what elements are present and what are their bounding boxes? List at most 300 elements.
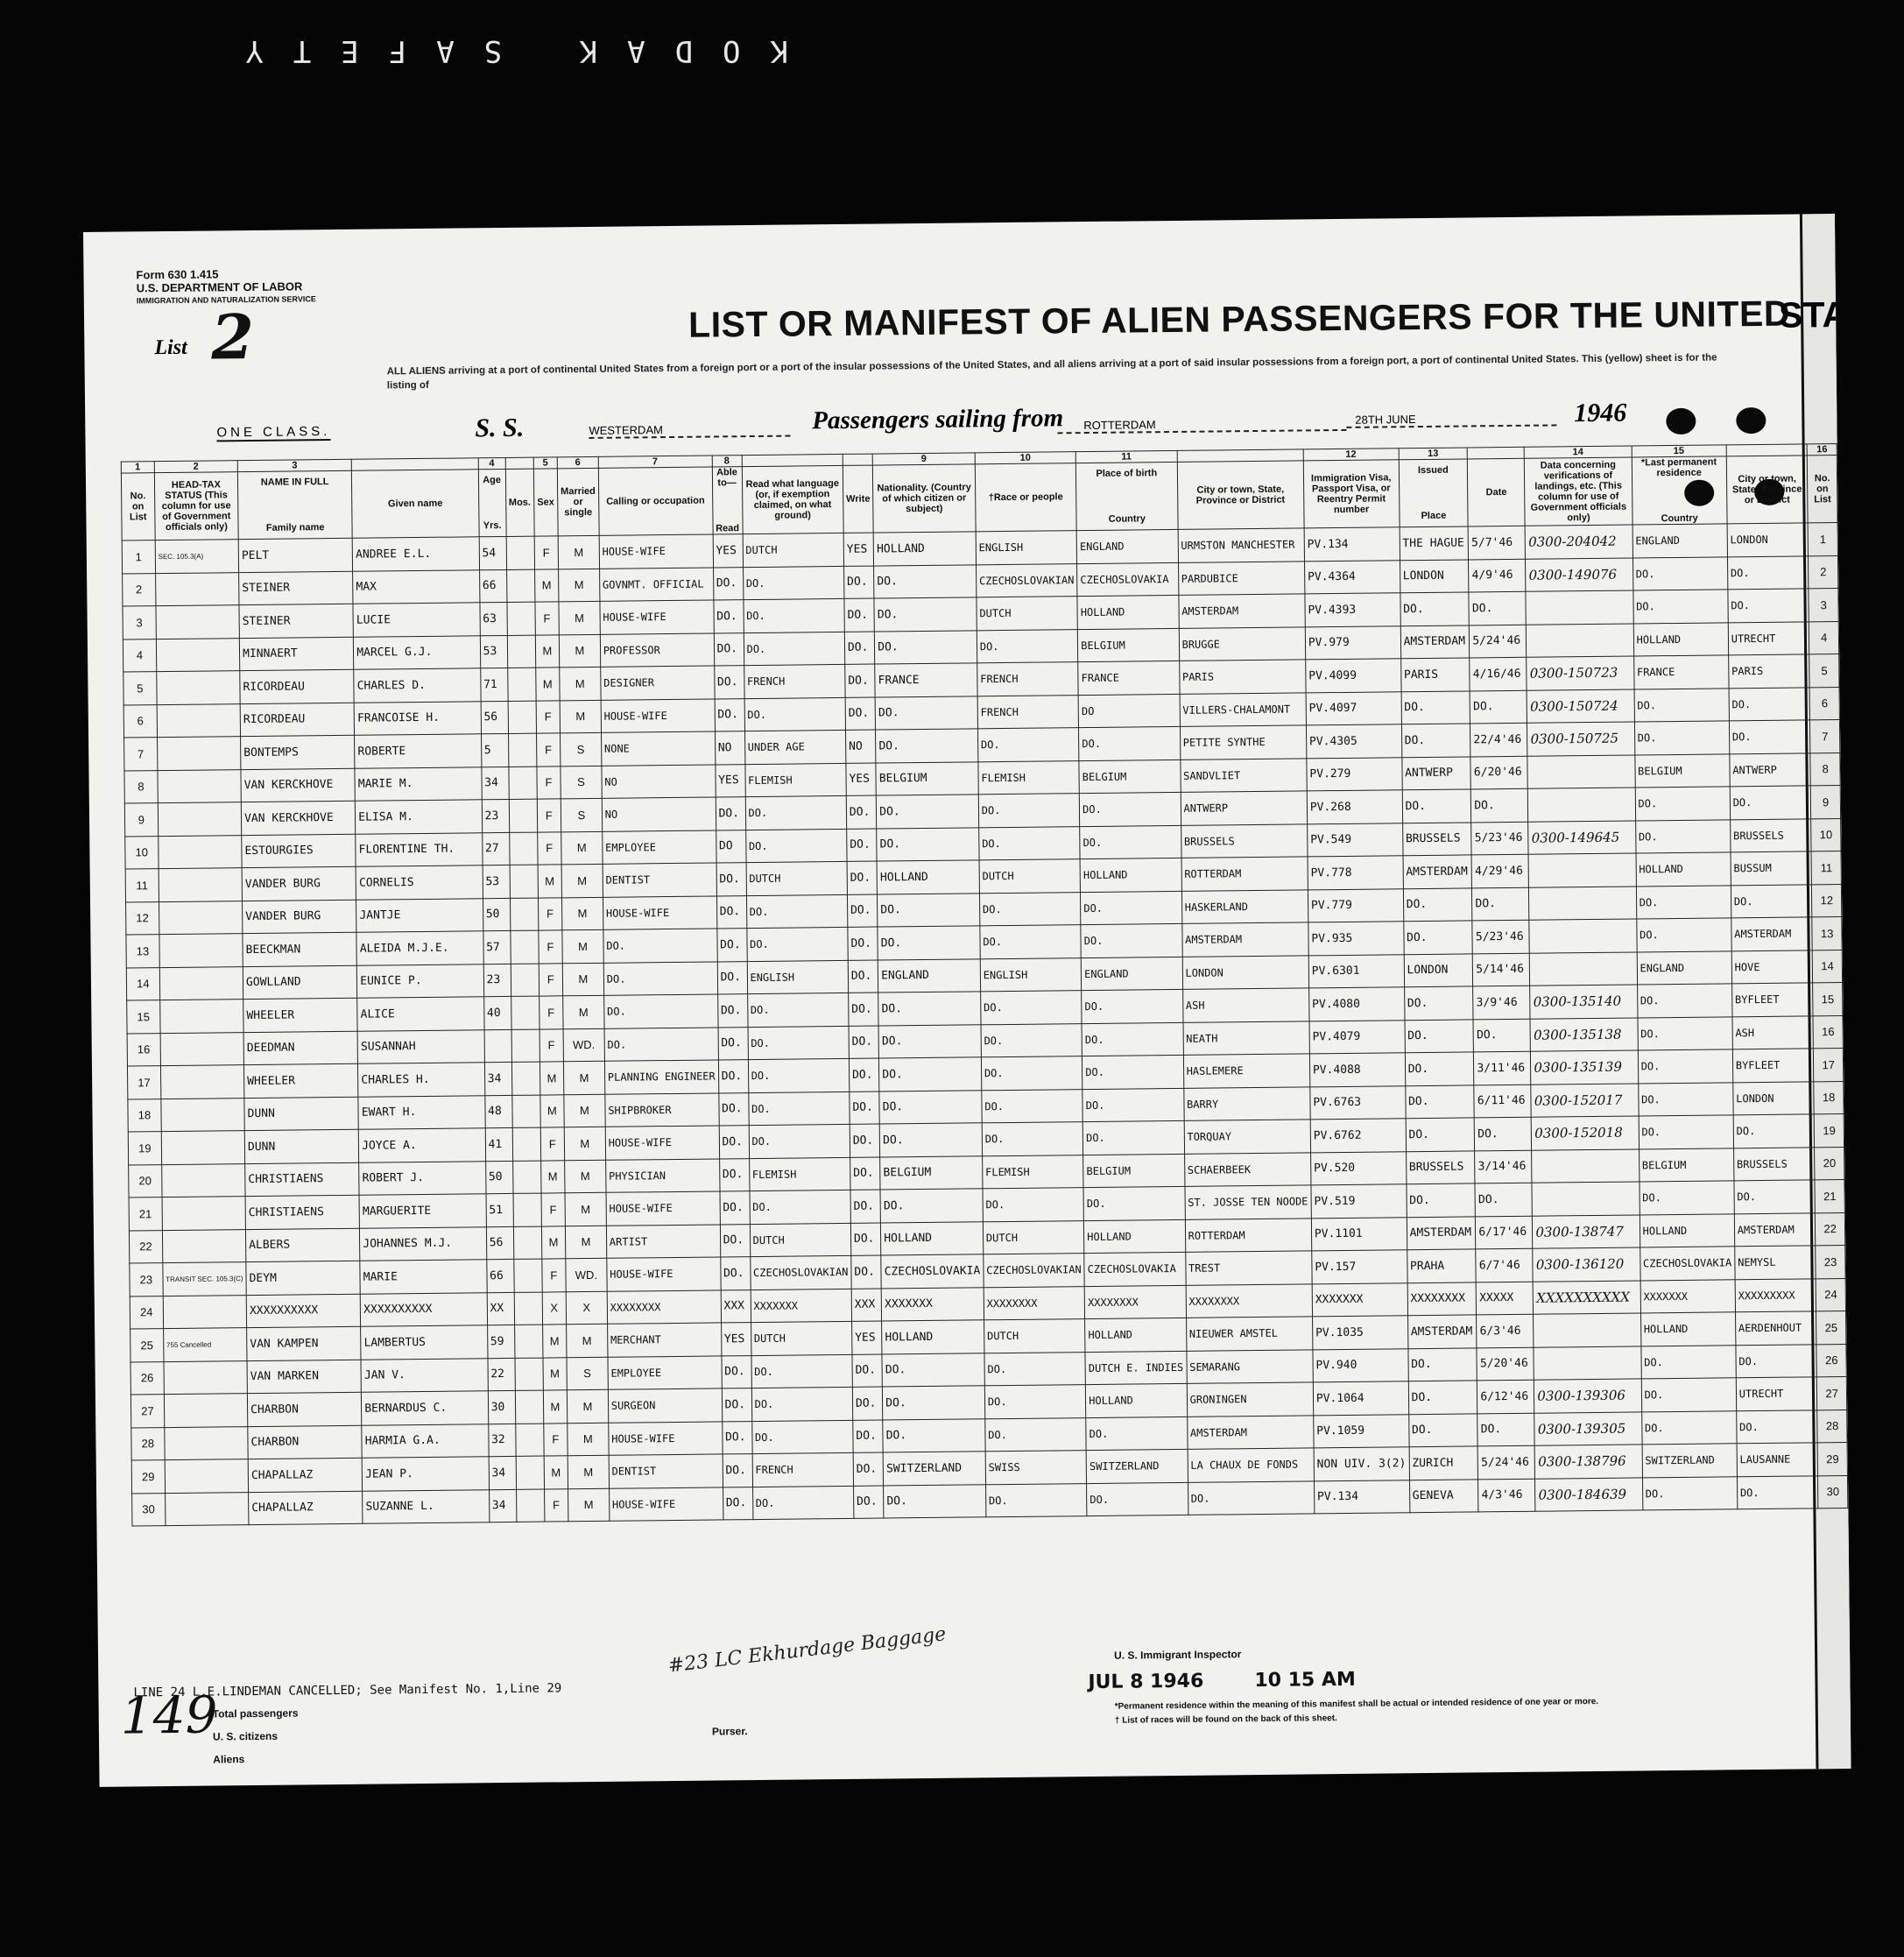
header-birth-country — [1075, 462, 1177, 530]
header-write: Write — [843, 465, 873, 533]
birth-country-cell: ENGLAND — [1076, 529, 1178, 563]
residence-city-cell: DO. — [1731, 884, 1812, 917]
read-cell: DO. — [719, 1158, 749, 1191]
birth-city-cell: NIEUWER AMSTEL — [1186, 1317, 1313, 1351]
issued-place-cell: XXXXXXXX — [1407, 1282, 1477, 1315]
verification-cell: 0300-135138 — [1530, 1017, 1638, 1051]
read-cell: DO. — [720, 1191, 750, 1225]
birth-country-cell: DO. — [1087, 1482, 1188, 1516]
read-language-cell: DUTCH — [751, 1321, 852, 1355]
nationality-cell: DO. — [878, 992, 981, 1026]
age-years-cell: 66 — [479, 569, 506, 603]
family-name-cell: VAN MARKEN — [247, 1360, 362, 1394]
issued-date-cell: 5/7'46 — [1468, 526, 1525, 559]
marital-cell: M — [565, 1160, 606, 1193]
visa-cell: PV.4080 — [1308, 987, 1404, 1021]
calling-cell: ARTIST — [606, 1224, 720, 1258]
read-language-cell: ENGLISH — [747, 960, 849, 994]
issued-date-cell: 6/11'46 — [1474, 1084, 1531, 1118]
write-cell: DO. — [849, 993, 879, 1026]
calling-cell: DO. — [604, 1027, 718, 1061]
verification-cell: 0300-135140 — [1530, 985, 1638, 1019]
age-months-cell — [514, 1292, 542, 1325]
row-number: 2 — [123, 573, 156, 606]
write-cell: DO. — [850, 1157, 881, 1190]
race-cell: DO. — [982, 1122, 1083, 1156]
birth-country-cell: HOLLAND — [1086, 1383, 1188, 1417]
given-name-cell: BERNARDUS C. — [362, 1391, 489, 1425]
read-language-cell: DO. — [750, 1190, 851, 1224]
given-name-cell: CHARLES D. — [354, 668, 481, 703]
age-years-cell: 41 — [485, 1127, 512, 1161]
sex-cell: M — [543, 1357, 568, 1390]
read-label: Read — [716, 523, 740, 534]
calling-cell: DESIGNER — [600, 666, 714, 700]
sex-cell: F — [536, 733, 561, 767]
header-age: Age — [483, 475, 502, 486]
head-tax-cell — [161, 1098, 245, 1131]
sex-cell: M — [540, 1094, 565, 1127]
issued-place-cell: DO. — [1405, 1052, 1474, 1085]
verification-cell: 0300-152017 — [1531, 1083, 1639, 1117]
sex-cell: F — [539, 1028, 564, 1062]
write-cell: DO. — [850, 1190, 881, 1223]
head-tax-cell — [159, 868, 243, 901]
verification-cell: 0300-150724 — [1527, 689, 1634, 723]
issued-place-cell: BRUSSELS — [1402, 822, 1471, 855]
race-cell: DO. — [983, 1188, 1084, 1222]
header-married: Married or single — [557, 468, 599, 535]
birth-city-cell: NEATH — [1183, 1021, 1310, 1055]
birth-country-label: Country — [1108, 513, 1146, 525]
head-tax-cell — [158, 769, 242, 802]
issued-date-cell: DO. — [1471, 788, 1528, 822]
nationality-cell: SWITZERLAND — [883, 1452, 985, 1486]
read-cell: DO. — [716, 863, 746, 896]
age-months-cell — [516, 1489, 544, 1523]
read-language-cell: FLEMISH — [749, 1157, 850, 1191]
handwritten-note-23: #23 LC Ekhurdage Baggage — [666, 1623, 948, 1678]
write-cell: XXX — [851, 1289, 882, 1322]
residence-city-cell: BUSSUM — [1731, 851, 1812, 885]
head-tax-cell — [157, 737, 241, 770]
verification-cell — [1528, 853, 1636, 887]
residence-city-cell: LAUSANNE — [1737, 1443, 1818, 1476]
header-age-years — [478, 469, 506, 536]
age-years-cell: 5 — [481, 733, 508, 767]
race-cell: CZECHOSLOVAKIAN — [976, 563, 1077, 597]
read-language-cell: CZECHOSLOVAKIAN — [750, 1255, 851, 1289]
age-years-cell — [484, 1029, 511, 1063]
column-number — [1726, 444, 1808, 456]
marital-cell: M — [561, 864, 603, 897]
residence-country-cell: CZECHOSLOVAKIA — [1640, 1247, 1735, 1281]
family-name-cell: XXXXXXXXXX — [246, 1294, 361, 1328]
calling-cell: HOUSE-WIFE — [605, 1126, 719, 1160]
given-name-cell: FRANCOISE H. — [354, 701, 481, 735]
stamp-date: JUL 8 1946 — [1088, 1670, 1204, 1694]
visa-cell: PV.779 — [1308, 888, 1403, 922]
row-number: 25 — [130, 1329, 164, 1362]
residence-country-cell: DO. — [1634, 688, 1730, 722]
issued-place-cell: PRAHA — [1407, 1249, 1476, 1282]
visa-cell: PV.268 — [1307, 790, 1402, 824]
issued-date-cell: DO. — [1477, 1413, 1534, 1446]
given-name-cell: SUSANNAH — [357, 1029, 484, 1063]
race-cell: DO. — [980, 925, 1082, 959]
birth-city-cell: SCHAERBEEK — [1184, 1152, 1311, 1186]
residence-city-cell: BYFLEET — [1732, 1049, 1814, 1082]
row-number-right: 10 — [1811, 818, 1841, 851]
years-label: Yrs. — [483, 520, 502, 532]
given-name-cell: MARGUERITE — [359, 1194, 486, 1228]
nationality-cell: DO. — [876, 729, 978, 763]
head-tax-cell — [156, 638, 240, 671]
row-number: 26 — [130, 1361, 164, 1395]
head-tax-cell — [158, 835, 242, 868]
row-number: 16 — [127, 1033, 160, 1066]
nationality-cell: HOLLAND — [873, 532, 976, 566]
issued-place-cell: DO. — [1408, 1381, 1477, 1414]
read-cell: DO. — [714, 600, 744, 633]
write-cell: DO. — [847, 894, 878, 928]
family-name-cell: VAN KAMPEN — [247, 1326, 362, 1360]
age-months-cell — [511, 1095, 539, 1128]
race-cell: CZECHOSLOVAKIAN — [984, 1254, 1085, 1288]
sex-cell: M — [535, 668, 560, 701]
visa-cell: PV.157 — [1312, 1250, 1407, 1284]
head-tax-cell — [161, 1131, 245, 1164]
issued-date-cell: 6/12'46 — [1477, 1380, 1534, 1413]
verification-cell: 0300-138796 — [1534, 1445, 1642, 1479]
given-name-cell: ANDREE E.L. — [352, 537, 479, 571]
issued-place-cell: GENEVA — [1409, 1479, 1478, 1512]
write-cell: DO. — [848, 960, 878, 993]
marital-cell: M — [560, 700, 601, 733]
age-years-cell: 59 — [487, 1325, 514, 1358]
issued-date-cell: 3/9'46 — [1473, 986, 1530, 1019]
residence-country-cell: DO. — [1639, 1115, 1734, 1149]
visa-cell: PV.6762 — [1310, 1119, 1406, 1153]
race-cell: DO. — [981, 1056, 1082, 1091]
issued-place-cell: DO. — [1406, 1118, 1475, 1151]
column-number: 4 — [478, 457, 505, 469]
sex-cell: M — [543, 1390, 568, 1424]
visa-cell: PV.4305 — [1306, 724, 1401, 759]
nationality-cell: DO. — [883, 1418, 985, 1452]
read-cell: DO. — [716, 895, 746, 929]
sex-cell: F — [535, 602, 560, 635]
row-number: 3 — [123, 606, 156, 639]
race-cell: DO. — [979, 892, 1081, 926]
issued-date-cell: 5/24'46 — [1477, 1445, 1534, 1479]
age-years-cell: 22 — [488, 1358, 515, 1391]
calling-cell: NONE — [601, 731, 715, 766]
family-name-cell: VAN KERCKHOVE — [241, 768, 356, 802]
nationality-cell: DO. — [884, 1484, 986, 1518]
family-name-cell: STEINER — [239, 571, 354, 605]
head-tax-cell — [164, 1394, 248, 1427]
family-name-cell: BEECKMAN — [243, 932, 357, 966]
sex-cell: M — [538, 865, 562, 898]
row-number: 7 — [124, 738, 158, 771]
marital-cell: S — [561, 798, 602, 831]
birth-country-cell: CZECHOSLOVAKIA — [1077, 562, 1179, 597]
write-cell: DO. — [851, 1255, 882, 1289]
sex-cell: F — [534, 536, 559, 569]
calling-cell: PROFESSOR — [600, 632, 714, 667]
age-months-cell — [513, 1193, 541, 1226]
header-able-to: Able to— — [716, 467, 737, 489]
residence-country-cell: DO. — [1642, 1476, 1738, 1510]
row-number-right: 18 — [1814, 1081, 1844, 1114]
write-cell: DO. — [849, 1058, 879, 1092]
nationality-cell: DO. — [875, 696, 977, 730]
birth-city-cell: PARDUBICE — [1178, 561, 1305, 595]
age-years-cell: 23 — [483, 964, 511, 997]
birth-country-cell: DO. — [1082, 1055, 1184, 1089]
age-months-cell — [508, 701, 536, 734]
marital-cell: M — [558, 535, 599, 569]
sex-cell: F — [537, 831, 561, 865]
nationality-cell: HOLLAND — [881, 1221, 984, 1255]
sex-cell: M — [539, 1062, 564, 1095]
write-cell: DO. — [853, 1420, 884, 1453]
family-name-cell: CHAPALLAZ — [249, 1491, 363, 1525]
birth-city-cell: URMSTON MANCHESTER — [1178, 528, 1305, 562]
residence-country-cell: DO. — [1635, 787, 1731, 821]
sex-cell: F — [540, 1127, 565, 1161]
birth-city-cell: GRONINGEN — [1187, 1382, 1314, 1417]
verification-cell — [1529, 886, 1637, 920]
row-number: 9 — [124, 803, 158, 837]
issued-date-cell: DO. — [1469, 591, 1526, 625]
calling-cell: SHIPBROKER — [605, 1092, 719, 1127]
row-number: 5 — [123, 672, 157, 705]
marital-cell: WD. — [563, 1028, 604, 1062]
nationality-cell: BELGIUM — [876, 761, 978, 795]
residence-country-cell: DO. — [1641, 1410, 1737, 1445]
residence-city-cell: DO. — [1730, 786, 1811, 819]
visa-cell: PV.4099 — [1306, 659, 1401, 693]
read-language-cell: DO. — [752, 1486, 854, 1520]
row-number-right: 30 — [1818, 1475, 1848, 1508]
inspector-label: U. S. Immigrant Inspector — [1114, 1648, 1242, 1662]
birth-city-cell: BRUSSELS — [1181, 823, 1308, 858]
sex-cell: M — [541, 1226, 566, 1259]
age-months-cell — [509, 799, 537, 832]
age-years-cell: 34 — [484, 1062, 511, 1095]
age-months-cell — [515, 1358, 543, 1391]
marital-cell: WD. — [566, 1258, 607, 1291]
write-cell: DO. — [844, 598, 875, 632]
residence-city-cell: LONDON — [1727, 523, 1809, 556]
visa-cell: PV.6301 — [1308, 954, 1404, 988]
write-cell: DO. — [852, 1354, 883, 1388]
family-name-cell: PELT — [238, 538, 353, 572]
issued-place-cell: ANTWERP — [1401, 756, 1470, 789]
family-name-cell: CHARBON — [248, 1425, 363, 1459]
punch-hole — [1666, 408, 1696, 434]
column-number — [505, 457, 533, 469]
age-months-cell — [511, 1029, 539, 1063]
head-tax-cell — [160, 1065, 244, 1099]
visa-cell: PV.935 — [1308, 922, 1404, 956]
family-name-cell: DUNN — [244, 1097, 359, 1131]
verification-cell: 0300-150723 — [1527, 656, 1634, 690]
write-cell: YES — [843, 533, 874, 566]
row-number: 24 — [130, 1296, 163, 1329]
birth-country-cell: DO. — [1086, 1417, 1188, 1451]
family-name-cell: VAN KERCKHOVE — [241, 801, 356, 835]
birth-country-cell: HOLLAND — [1084, 1219, 1186, 1254]
given-name-cell: ROBERTE — [355, 734, 482, 768]
marital-cell: M — [567, 1324, 608, 1357]
birth-city-cell: LONDON — [1182, 955, 1309, 989]
race-cell: DO. — [982, 1089, 1083, 1123]
marital-cell: X — [566, 1291, 607, 1325]
race-cell: DO. — [977, 728, 1079, 762]
marital-cell: M — [560, 667, 601, 700]
visa-cell: PV.940 — [1313, 1348, 1408, 1382]
calling-cell: NO — [602, 797, 716, 831]
birth-country-cell: SWITZERLAND — [1086, 1449, 1188, 1483]
write-cell: DO. — [843, 566, 874, 599]
residence-city-cell: LONDON — [1732, 1081, 1814, 1114]
visa-cell: PV.1064 — [1313, 1381, 1408, 1416]
birth-country-cell: DO. — [1082, 989, 1183, 1023]
birth-city-cell: XXXXXXXX — [1186, 1283, 1313, 1318]
form-number: Form 630 1.415 — [136, 267, 219, 282]
family-name-cell: ESTOURGIES — [242, 834, 356, 868]
column-number — [1468, 447, 1525, 459]
family-name-cell: STEINER — [239, 604, 354, 638]
read-language-cell: DO. — [751, 1354, 852, 1388]
issued-date-cell: 4/29'46 — [1471, 854, 1528, 887]
age-years-cell: 57 — [483, 930, 510, 964]
age-years-cell: 53 — [480, 635, 507, 668]
given-name-cell: MARCEL G.J. — [354, 635, 481, 669]
age-months-cell — [511, 930, 539, 964]
issued-date-cell: 5/23'46 — [1471, 822, 1528, 855]
residence-city-cell: NEMYSL — [1734, 1246, 1816, 1279]
read-cell: XXX — [721, 1289, 751, 1323]
nationality-cell: XXXXXXX — [881, 1287, 984, 1321]
marital-cell: S — [561, 766, 602, 799]
row-number-right: 6 — [1809, 687, 1839, 720]
verification-cell — [1532, 1148, 1640, 1183]
given-name-cell: JAN V. — [361, 1358, 488, 1392]
header-no-on-list: No. on List — [121, 473, 155, 540]
birth-country-cell: HOLLAND — [1077, 595, 1179, 629]
head-tax-cell — [159, 901, 243, 934]
read-language-cell: UNDER AGE — [744, 730, 846, 764]
birth-city-cell: PARIS — [1179, 660, 1306, 694]
race-cell: SWISS — [985, 1451, 1087, 1485]
row-number: 6 — [123, 704, 157, 738]
nationality-cell: HOLLAND — [877, 860, 979, 894]
write-cell: DO. — [850, 1223, 881, 1256]
head-tax-cell: TRANSIT SEC. 105.3(C) — [163, 1262, 247, 1296]
margin-number: 149 — [120, 1685, 218, 1746]
residence-country-cell: HOLLAND — [1636, 852, 1731, 887]
age-months-cell — [507, 635, 535, 668]
marital-cell: M — [563, 995, 604, 1028]
verification-cell: 0300-138747 — [1533, 1214, 1640, 1248]
nationality-cell: BELGIUM — [880, 1155, 983, 1190]
read-language-cell: FLEMISH — [744, 763, 846, 797]
read-cell: DO. — [717, 961, 747, 994]
visa-cell: PV.134 — [1304, 527, 1400, 562]
verification-cell — [1534, 1313, 1641, 1347]
read-cell: YES — [713, 534, 743, 568]
birth-city-cell: AMSTERDAM — [1181, 922, 1308, 957]
sex-cell: M — [540, 1160, 565, 1193]
residence-city-cell: AMSTERDAM — [1731, 917, 1813, 950]
verification-cell — [1527, 754, 1635, 788]
write-cell: DO. — [853, 1452, 884, 1486]
column-number: 8 — [712, 456, 742, 467]
race-cell: ENGLISH — [980, 957, 1082, 992]
header-read — [712, 467, 743, 534]
write-cell: DO. — [852, 1387, 883, 1420]
birth-city-cell: HASLEMERE — [1183, 1054, 1310, 1088]
family-name-cell: CHRISTIAENS — [245, 1162, 360, 1197]
verification-cell: 0300-139306 — [1534, 1379, 1642, 1413]
write-cell: DO. — [845, 664, 876, 697]
marital-cell: M — [563, 1061, 604, 1094]
residence-country-cell: DO. — [1638, 1016, 1733, 1050]
read-language-cell: DO. — [748, 1092, 850, 1126]
row-number: 10 — [125, 836, 159, 869]
family-name-cell: MINNAERT — [239, 637, 354, 671]
head-tax-cell — [165, 1492, 249, 1525]
sailing-date: 28TH JUNE — [1346, 411, 1556, 428]
residence-city-cell: DO. — [1733, 1114, 1815, 1148]
birth-city-cell: TREST — [1185, 1251, 1312, 1285]
birth-country-cell: FRANCE — [1078, 661, 1180, 695]
race-cell: DO. — [985, 1483, 1087, 1517]
issued-place-cell: AMSTERDAM — [1407, 1216, 1476, 1249]
issued-place-cell: AMSTERDAM — [1400, 625, 1470, 658]
row-number: 30 — [132, 1493, 166, 1526]
page-title-continued: STA — [1778, 293, 1849, 336]
birth-city-cell: LA CHAUX DE FONDS — [1188, 1448, 1315, 1482]
age-years-cell: 48 — [484, 1095, 511, 1128]
row-number-right: 25 — [1816, 1311, 1846, 1344]
head-tax-cell — [157, 703, 241, 737]
race-cell: FRENCH — [977, 662, 1079, 696]
race-cell: FRENCH — [977, 695, 1079, 729]
header-family-name — [237, 470, 352, 539]
issued-place-cell: DO. — [1405, 1019, 1474, 1052]
sex-cell: F — [536, 700, 561, 733]
issued-place-cell: DO. — [1408, 1347, 1477, 1381]
nationality-cell: DO. — [879, 1057, 982, 1092]
residence-country-cell: DO. — [1634, 721, 1730, 755]
given-name-cell: EUNICE P. — [357, 964, 484, 998]
given-name-cell: MARIE M. — [355, 767, 482, 801]
column-number: 2 — [154, 461, 237, 473]
header-head-tax: HEAD-TAX STATUS (This column for use of Government officials only) — [154, 472, 238, 540]
row-number-right: 16 — [1813, 1015, 1843, 1049]
read-cell: DO. — [717, 994, 747, 1028]
column-number: 11 — [1075, 450, 1177, 463]
age-years-cell: 40 — [483, 996, 511, 1029]
age-months-cell — [508, 733, 536, 767]
issued-date-cell: 6/17'46 — [1476, 1216, 1533, 1249]
birth-country-cell: DO. — [1082, 1088, 1184, 1122]
